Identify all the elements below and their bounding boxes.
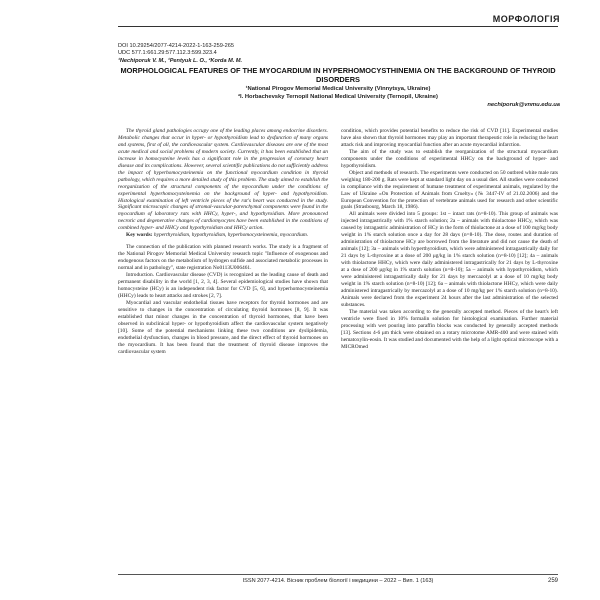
right-paragraph-2: The aim of the study was to establish the reorganization of the structural myocardium components under the conditions of experimental HHCy on the background of hyper- and hypothyroidism. <box>341 148 558 169</box>
header-rule <box>118 26 558 27</box>
article-title: MORPHOLOGICAL FEATURES OF THE MYOCARDIUM IN HYPERHOMOCYSTHINEMIA ON THE BACKGROUND OF THYROID DISORDERS <box>120 66 556 84</box>
journal-footer: ISSN 2077-4214. Вісник проблем біології і медицини – 2022 – Вип. 1 (163) <box>242 578 434 584</box>
udc-line: UDC 577.1:661.29:577.112.3:599.323.4 <box>118 50 217 56</box>
section-title: МОРФОЛОГІЯ <box>492 14 560 24</box>
affiliation-2: ²I. Horbachevsky Ternopil National Medical University (Ternopil, Ukraine) <box>238 94 438 100</box>
keywords <box>118 232 328 239</box>
right-column <box>341 128 558 351</box>
left-paragraph-2: Introduction. Cardiovascular disease (CVD) is recognized as the leading cause of death and permanent disability in the world [1, 2, 3, 4]. Several epidemiological studies have shown that homocysteine (HCy) is an independent risk factor for CVD [5, 6], and hyperhomocysteinemia (HHCy) leads to heart attacks and strokes [2, 7]. <box>118 272 328 299</box>
affiliation-1: ¹National Pirogov Memorial Medical University (Vinnytsya, Ukraine) <box>245 86 431 92</box>
page-number: 259 <box>547 578 558 584</box>
authors-line: ¹Nechiporuk V. M., ¹Pentyuk L. O., ²Korda M. M. <box>118 58 243 64</box>
keywords-label: Key words: <box>126 232 153 239</box>
footer-rule <box>118 574 558 575</box>
left-paragraph-1: The connection of the publication with planned research works. The study is a fragment of the National Pirogov Memorial Medical University research topic "Influence of exogenous and endogenous factors on the metabolism of hydrogen sulfide and associated metabolic processes in normal and in pathology", state registration No0113U006461. <box>118 244 328 272</box>
right-paragraph-5: The material was taken according to the generally accepted method. Pieces of the heart's left ventricle were fixed in 10% formalin solution for histological examination. Further material processing with wet pouring into paraffin blocks was conducted by generally accepted methods [13]. Sections 4-6 μm thick were obtained on a rotary microtome AMR-400 and were stained with hematoxylin-eosin. It was studied and documented with the help of a light optical microscope with a MICROmed <box>341 308 558 350</box>
right-paragraph-3: Object and methods of research. The experiments were conducted on 50 outbred white male rats weighing 180-200 g. Rats were kept at standard light day on a usual diet. All studies were conducted in compliance with the requirement of humane treatment of experimental animals, regulated by the Law of Ukraine «On Protection of Animals from Cruelty» (№ 3447-IV of 21.02.2006) and the European Convention for the protection of vertebrate animals used for research and other scientific goals (Strasbourg, March 18, 1986). <box>341 169 558 211</box>
keywords-text: hyperthyroidism, hypothyroidism, hyperhomocysteinemia, myocardium. <box>153 232 309 239</box>
left-paragraph-3: Myocardial and vascular endothelial tissues have receptors for thyroid hormones and are sensitive to changes in the concentration of circulating thyroid hormones [8, 9]. It was established that minor changes in the concentration of thyroid hormones, that have been observed in subclinical hyper- or hypothyroidism affect the cardiovascular system negatively [10]. Some of the potential mechanisms linking these two conditions are dyslipidemia, endothelial dysfunction, changes in blood pressure, and the direct effect of thyroid hormones on the myocardium. It has been found that the treatment of thyroid disease improves the cardiovascular system <box>118 299 328 355</box>
page-header <box>0 0 600 36</box>
right-paragraph-1: condition, which provides potential benefits to reduce the risk of CVD [11]. Experimental studies have also shown that thyroid hormones may play an important therapeutic role in reducing the heart attack risk and improving myocardial function after an acute myocardial infarction. <box>341 128 558 148</box>
author-email: nechiporuk@vnmu.edu.ua <box>487 102 560 108</box>
abstract-text: The thyroid gland pathologies occupy one of the leading places among endocrine disorders. Metabolic changes that occur in hyper- or hypothyroidism lead to dysfunction of many organs and systems, first of all, the cardiovascular system. Cardiovascular diseases are one of the most acute medical and social problems of modern society. Currently, it has been established that an increase in homocysteine levels has a significant role in the progression of coronary heart disease and its complications. However, several scientific publications do not sufficiently address the impact of hyperhomocysteinemia on the functional myocardium condition in thyroid pathology, which requires a more detailed study of this problem. The study aimed to establish the reorganization of the structural components of the myocardium under the conditions of experimental hyperhomocysteinemia on the background of hyper- and hypothyroidism. Histological examination of left ventricle pieces of the rat's heart was conducted in the study. Significant microscopic changes of stromal-vascular-parenchymal components were found in the myocardium of laboratory rats with HHCy, hyper-, and hypothyroidism. More pronounced necrotic and degenerative changes of cardiomyocytes have been established in the conditions of combined hyper- and HHCy and hypothyroidism and HHCy action. <box>118 128 328 232</box>
left-column <box>118 128 328 356</box>
doi-line: DOI 10.29254/2077-4214-2022-1-163-259-265 <box>118 43 235 49</box>
right-paragraph-4: All animals were divided into 5 groups: 1st – intact rats (n=8-10). This group of animals was injected intragastrically with 1% starch solution; 2a – animals with thiolactone HHCy, which was caused by intragastric administration of HCy in the form of thiolactone at a dose of 100 mg/kg body weight in 1% starch solution once a day for 28 days (n=8-10). The dose, routes and duration of administration of thiolactone HCy are borrowed from the literature and did not cause the death of animals [12]; 3a – animals with hyperthyroidism, which were administered intragastrically daily for 21 days by L-thyroxine at a dose of 200 μg/kg in 1% starch solution (n=8-10) [12]; 4a – animals with thiolactone HHCy, which were daily administered intragastrically for 21 days by L-thyroxine at a dose of 200 μg/kg in 1% starch solution (n=8-10); 5a – animals with hypothyroidism, which were administered intragastrically daily for 21 days by mercazolyl at a dose of 10 mg/kg body weight in 1% starch solution (n=8-10) [12]; 6a – animals with thiolactone HHCy, which were daily administered intragastrically by mercazolyl at a dose of 10 mg/kg per 1% starch solution (n=8-10). Animals were declared from the experiment 24 hours after the last administration of the selected substances. <box>341 211 558 308</box>
